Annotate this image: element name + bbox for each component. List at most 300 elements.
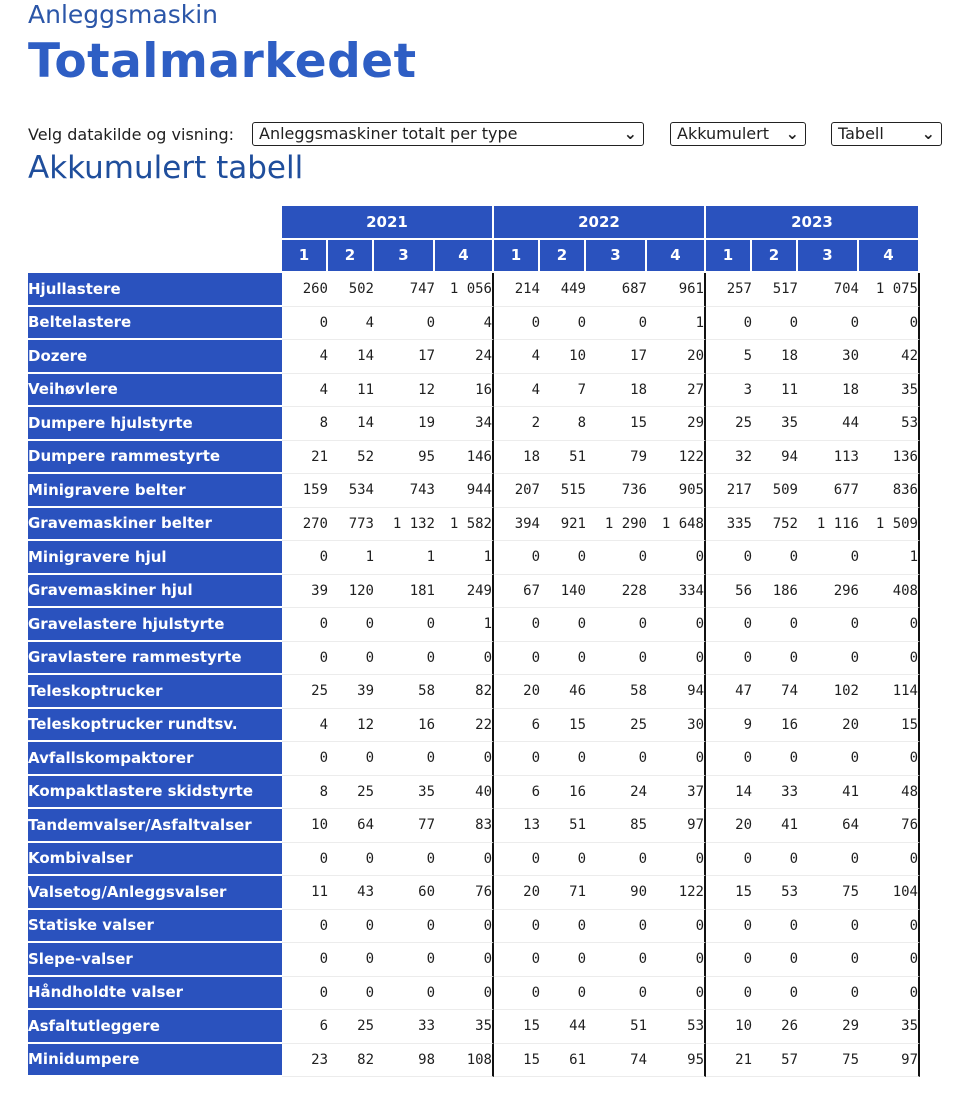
row-label: Minigravere hjul	[28, 541, 282, 575]
table-cell: 0	[282, 642, 328, 676]
table-cell: 74	[586, 1044, 647, 1078]
table-cell: 905	[647, 474, 706, 508]
table-cell: 95	[647, 1044, 706, 1078]
table-cell: 44	[798, 407, 859, 441]
corner-cell	[28, 240, 282, 274]
table-cell: 0	[752, 608, 798, 642]
table-cell: 10	[706, 1010, 752, 1044]
table-row	[28, 374, 920, 408]
table-cell: 0	[374, 307, 435, 341]
table-cell: 25	[328, 1010, 374, 1044]
table-cell: 15	[540, 709, 586, 743]
table-cell: 37	[647, 776, 706, 810]
table-cell: 0	[798, 910, 859, 944]
table-cell: 0	[798, 307, 859, 341]
accumulated-table	[28, 206, 920, 1077]
table-cell: 0	[752, 977, 798, 1011]
row-label: Hjullastere	[28, 273, 282, 307]
table-cell: 77	[374, 809, 435, 843]
table-cell: 20	[494, 675, 540, 709]
table-cell: 0	[647, 910, 706, 944]
table-cell: 16	[752, 709, 798, 743]
table-cell: 21	[706, 1044, 752, 1078]
table-cell: 30	[647, 709, 706, 743]
table-row	[28, 340, 920, 374]
table-cell: 52	[328, 441, 374, 475]
row-label: Asfaltutleggere	[28, 1010, 282, 1044]
controls-label: Velg datakilde og visning:	[28, 125, 235, 144]
table-cell: 20	[706, 809, 752, 843]
table-cell: 0	[752, 307, 798, 341]
year-header: 2022	[494, 206, 706, 240]
table-cell: 53	[859, 407, 920, 441]
row-label: Beltelastere	[28, 307, 282, 341]
page-title: Totalmarkedet	[28, 34, 417, 89]
table-row	[28, 1044, 920, 1078]
table-cell: 159	[282, 474, 328, 508]
table-cell: 71	[540, 876, 586, 910]
table-cell: 27	[647, 374, 706, 408]
table-cell: 1 132	[374, 508, 435, 542]
table-cell: 961	[647, 273, 706, 307]
table-cell: 0	[859, 910, 920, 944]
row-label: Dumpere hjulstyrte	[28, 407, 282, 441]
table-cell: 79	[586, 441, 647, 475]
table-cell: 0	[494, 642, 540, 676]
row-label: Kombivalser	[28, 843, 282, 877]
table-cell: 51	[540, 441, 586, 475]
table-cell: 33	[752, 776, 798, 810]
table-row	[28, 709, 920, 743]
table-cell: 0	[494, 843, 540, 877]
table-cell: 25	[706, 407, 752, 441]
table-cell: 64	[328, 809, 374, 843]
table-cell: 33	[374, 1010, 435, 1044]
quarter-header-row	[28, 240, 920, 274]
row-label: Minidumpere	[28, 1044, 282, 1078]
table-cell: 47	[706, 675, 752, 709]
table-cell: 15	[494, 1010, 540, 1044]
table-cell: 0	[374, 977, 435, 1011]
chevron-down-icon: ⌄	[623, 124, 637, 143]
table-cell: 0	[647, 541, 706, 575]
table-cell: 0	[374, 642, 435, 676]
table-cell: 1	[374, 541, 435, 575]
table-cell: 0	[282, 608, 328, 642]
table-cell: 17	[586, 340, 647, 374]
table-row	[28, 876, 920, 910]
table-cell: 0	[647, 608, 706, 642]
table-cell: 0	[798, 541, 859, 575]
table-cell: 11	[328, 374, 374, 408]
table-cell: 0	[494, 977, 540, 1011]
table-cell: 6	[494, 776, 540, 810]
table-cell: 5	[706, 340, 752, 374]
table-cell: 30	[798, 340, 859, 374]
table-cell: 21	[282, 441, 328, 475]
table-cell: 0	[752, 742, 798, 776]
table-cell: 0	[540, 307, 586, 341]
chevron-down-icon: ⌄	[921, 124, 935, 143]
table-body	[28, 273, 920, 1077]
table-cell: 270	[282, 508, 328, 542]
table-cell: 1 509	[859, 508, 920, 542]
table-row	[28, 809, 920, 843]
table-cell: 0	[328, 943, 374, 977]
mode-select-value: Akkumulert	[677, 124, 769, 143]
table-cell: 60	[374, 876, 435, 910]
table-cell: 449	[540, 273, 586, 307]
table-cell: 0	[859, 307, 920, 341]
table-cell: 35	[859, 1010, 920, 1044]
table-cell: 0	[494, 910, 540, 944]
table-cell: 83	[435, 809, 494, 843]
source-select-value: Anleggsmaskiner totalt per type	[259, 124, 518, 143]
table-cell: 14	[328, 407, 374, 441]
table-cell: 98	[374, 1044, 435, 1078]
table-cell: 207	[494, 474, 540, 508]
table-cell: 408	[859, 575, 920, 609]
table-row	[28, 508, 920, 542]
table-cell: 15	[586, 407, 647, 441]
table-cell: 51	[586, 1010, 647, 1044]
table-cell: 0	[374, 943, 435, 977]
quarter-header: 2	[752, 240, 798, 274]
table-cell: 0	[752, 910, 798, 944]
row-label: Teleskoptrucker	[28, 675, 282, 709]
table-cell: 0	[859, 642, 920, 676]
table-cell: 67	[494, 575, 540, 609]
table-cell: 1 648	[647, 508, 706, 542]
table-cell: 0	[282, 943, 328, 977]
table-cell: 0	[540, 943, 586, 977]
table-cell: 64	[798, 809, 859, 843]
table-cell: 921	[540, 508, 586, 542]
table-cell: 8	[282, 776, 328, 810]
table-cell: 0	[706, 742, 752, 776]
table-cell: 0	[586, 943, 647, 977]
table-cell: 113	[798, 441, 859, 475]
table-cell: 0	[586, 742, 647, 776]
table-cell: 35	[752, 407, 798, 441]
row-label: Dozere	[28, 340, 282, 374]
table-cell: 35	[374, 776, 435, 810]
table-cell: 6	[282, 1010, 328, 1044]
table-cell: 7	[540, 374, 586, 408]
table-cell: 0	[798, 843, 859, 877]
table-cell: 18	[752, 340, 798, 374]
quarter-header: 2	[328, 240, 374, 274]
row-label: Kompaktlastere skidstyrte	[28, 776, 282, 810]
table-cell: 1 582	[435, 508, 494, 542]
table-cell: 34	[435, 407, 494, 441]
table-cell: 773	[328, 508, 374, 542]
table-cell: 0	[494, 541, 540, 575]
table-cell: 16	[374, 709, 435, 743]
table-cell: 0	[374, 910, 435, 944]
row-label: Valsetog/Anleggsvalser	[28, 876, 282, 910]
table-cell: 0	[540, 742, 586, 776]
table-cell: 29	[798, 1010, 859, 1044]
table-cell: 4	[494, 340, 540, 374]
table-row	[28, 910, 920, 944]
table-cell: 0	[328, 742, 374, 776]
table-cell: 13	[494, 809, 540, 843]
table-cell: 20	[494, 876, 540, 910]
view-select-value: Tabell	[838, 124, 884, 143]
table-cell: 0	[706, 642, 752, 676]
table-cell: 509	[752, 474, 798, 508]
table-cell: 1	[435, 541, 494, 575]
table-cell: 22	[435, 709, 494, 743]
table-cell: 15	[706, 876, 752, 910]
table-cell: 0	[798, 742, 859, 776]
table-row	[28, 541, 920, 575]
table-cell: 0	[328, 608, 374, 642]
table-cell: 0	[540, 608, 586, 642]
table-cell: 94	[647, 675, 706, 709]
table-cell: 836	[859, 474, 920, 508]
table-cell: 18	[494, 441, 540, 475]
table-cell: 15	[494, 1044, 540, 1078]
table-cell: 0	[540, 977, 586, 1011]
table-cell: 19	[374, 407, 435, 441]
table-cell: 56	[706, 575, 752, 609]
table-cell: 0	[586, 642, 647, 676]
table-cell: 0	[494, 742, 540, 776]
table-row	[28, 608, 920, 642]
table-cell: 0	[328, 843, 374, 877]
table-cell: 0	[647, 843, 706, 877]
table-cell: 0	[752, 541, 798, 575]
table-cell: 181	[374, 575, 435, 609]
table-row	[28, 742, 920, 776]
view-select[interactable]	[831, 122, 942, 146]
table-cell: 394	[494, 508, 540, 542]
table-cell: 0	[494, 608, 540, 642]
table-cell: 0	[647, 977, 706, 1011]
table-cell: 0	[540, 910, 586, 944]
table-cell: 20	[647, 340, 706, 374]
table-cell: 58	[374, 675, 435, 709]
table-cell: 677	[798, 474, 859, 508]
table-cell: 41	[798, 776, 859, 810]
source-select[interactable]	[252, 122, 644, 146]
table-cell: 0	[706, 843, 752, 877]
table-cell: 687	[586, 273, 647, 307]
mode-select[interactable]	[670, 122, 806, 146]
table-cell: 0	[706, 307, 752, 341]
table-cell: 75	[798, 1044, 859, 1078]
table-cell: 743	[374, 474, 435, 508]
table-cell: 6	[494, 709, 540, 743]
quarter-header: 1	[282, 240, 328, 274]
table-cell: 0	[494, 307, 540, 341]
table-cell: 0	[328, 977, 374, 1011]
table-row	[28, 943, 920, 977]
table-cell: 228	[586, 575, 647, 609]
table-cell: 3	[706, 374, 752, 408]
table-cell: 0	[586, 977, 647, 1011]
table-cell: 260	[282, 273, 328, 307]
table-cell: 0	[328, 910, 374, 944]
table-cell: 25	[282, 675, 328, 709]
row-label: Tandemvalser/Asfaltvalser	[28, 809, 282, 843]
row-label: Gravemaskiner belter	[28, 508, 282, 542]
table-cell: 41	[752, 809, 798, 843]
table-cell: 58	[586, 675, 647, 709]
table-cell: 146	[435, 441, 494, 475]
table-cell: 108	[435, 1044, 494, 1078]
table-cell: 10	[282, 809, 328, 843]
table-cell: 0	[647, 642, 706, 676]
table-cell: 82	[435, 675, 494, 709]
table-cell: 944	[435, 474, 494, 508]
table-cell: 2	[494, 407, 540, 441]
table-cell: 61	[540, 1044, 586, 1078]
table-cell: 104	[859, 876, 920, 910]
table-cell: 1 290	[586, 508, 647, 542]
table-cell: 39	[328, 675, 374, 709]
table-row	[28, 1010, 920, 1044]
table-cell: 51	[540, 809, 586, 843]
table-cell: 0	[706, 910, 752, 944]
table-cell: 0	[752, 943, 798, 977]
table-cell: 14	[706, 776, 752, 810]
table-cell: 0	[706, 943, 752, 977]
table-cell: 0	[586, 541, 647, 575]
quarter-header: 1	[706, 240, 752, 274]
table-cell: 35	[859, 374, 920, 408]
table-cell: 24	[586, 776, 647, 810]
table-cell: 1	[435, 608, 494, 642]
table-cell: 18	[586, 374, 647, 408]
table-cell: 0	[374, 843, 435, 877]
table-cell: 32	[706, 441, 752, 475]
table-cell: 0	[647, 943, 706, 977]
table-cell: 534	[328, 474, 374, 508]
table-row	[28, 407, 920, 441]
quarter-header: 3	[586, 240, 647, 274]
table-cell: 214	[494, 273, 540, 307]
table-row	[28, 441, 920, 475]
table-row	[28, 675, 920, 709]
table-cell: 94	[752, 441, 798, 475]
table-cell: 0	[798, 977, 859, 1011]
table-cell: 25	[586, 709, 647, 743]
table-cell: 102	[798, 675, 859, 709]
table-cell: 57	[752, 1044, 798, 1078]
table-cell: 0	[752, 843, 798, 877]
quarter-header: 3	[374, 240, 435, 274]
table-cell: 0	[374, 608, 435, 642]
table-cell: 334	[647, 575, 706, 609]
row-label: Dumpere rammestyrte	[28, 441, 282, 475]
table-cell: 1	[328, 541, 374, 575]
table-cell: 12	[374, 374, 435, 408]
table-cell: 20	[798, 709, 859, 743]
table-cell: 0	[494, 943, 540, 977]
table-cell: 0	[540, 843, 586, 877]
table-cell: 75	[798, 876, 859, 910]
quarter-header: 4	[435, 240, 494, 274]
table-cell: 4	[282, 374, 328, 408]
table-cell: 85	[586, 809, 647, 843]
table-cell: 25	[328, 776, 374, 810]
table-cell: 0	[752, 642, 798, 676]
table-cell: 14	[328, 340, 374, 374]
table-cell: 40	[435, 776, 494, 810]
quarter-header: 4	[647, 240, 706, 274]
table-cell: 4	[282, 340, 328, 374]
row-label: Minigravere belter	[28, 474, 282, 508]
page-kicker: Anleggsmaskin	[28, 0, 219, 29]
table-row	[28, 843, 920, 877]
table-cell: 4	[282, 709, 328, 743]
row-label: Avfallskompaktorer	[28, 742, 282, 776]
table-cell: 0	[435, 642, 494, 676]
table-cell: 0	[586, 307, 647, 341]
table-cell: 24	[435, 340, 494, 374]
table-row	[28, 776, 920, 810]
table-cell: 1	[647, 307, 706, 341]
table-cell: 44	[540, 1010, 586, 1044]
table-cell: 0	[374, 742, 435, 776]
table-cell: 0	[282, 742, 328, 776]
table-cell: 0	[586, 843, 647, 877]
quarter-header: 1	[494, 240, 540, 274]
table-cell: 90	[586, 876, 647, 910]
table-row	[28, 642, 920, 676]
table-cell: 16	[540, 776, 586, 810]
table-cell: 0	[282, 541, 328, 575]
table-cell: 39	[282, 575, 328, 609]
table-cell: 752	[752, 508, 798, 542]
quarter-header: 3	[798, 240, 859, 274]
table-cell: 4	[328, 307, 374, 341]
table-cell: 11	[282, 876, 328, 910]
table-cell: 12	[328, 709, 374, 743]
table-cell: 120	[328, 575, 374, 609]
table-cell: 0	[328, 642, 374, 676]
table-cell: 76	[859, 809, 920, 843]
table-cell: 0	[282, 307, 328, 341]
row-label: Teleskoptrucker rundtsv.	[28, 709, 282, 743]
table-cell: 97	[859, 1044, 920, 1078]
table-cell: 0	[282, 977, 328, 1011]
table-row	[28, 977, 920, 1011]
table-cell: 186	[752, 575, 798, 609]
table-row	[28, 273, 920, 307]
table-cell: 1 116	[798, 508, 859, 542]
table-cell: 0	[586, 608, 647, 642]
table-cell: 0	[798, 608, 859, 642]
table-cell: 0	[859, 608, 920, 642]
table-cell: 122	[647, 441, 706, 475]
table-cell: 217	[706, 474, 752, 508]
table-cell: 736	[586, 474, 647, 508]
table-cell: 11	[752, 374, 798, 408]
table-cell: 249	[435, 575, 494, 609]
table-cell: 53	[647, 1010, 706, 1044]
table-cell: 0	[540, 541, 586, 575]
table-cell: 95	[374, 441, 435, 475]
table-cell: 0	[540, 642, 586, 676]
table-cell: 0	[798, 642, 859, 676]
row-label: Veihøvlere	[28, 374, 282, 408]
table-cell: 15	[859, 709, 920, 743]
table-cell: 515	[540, 474, 586, 508]
